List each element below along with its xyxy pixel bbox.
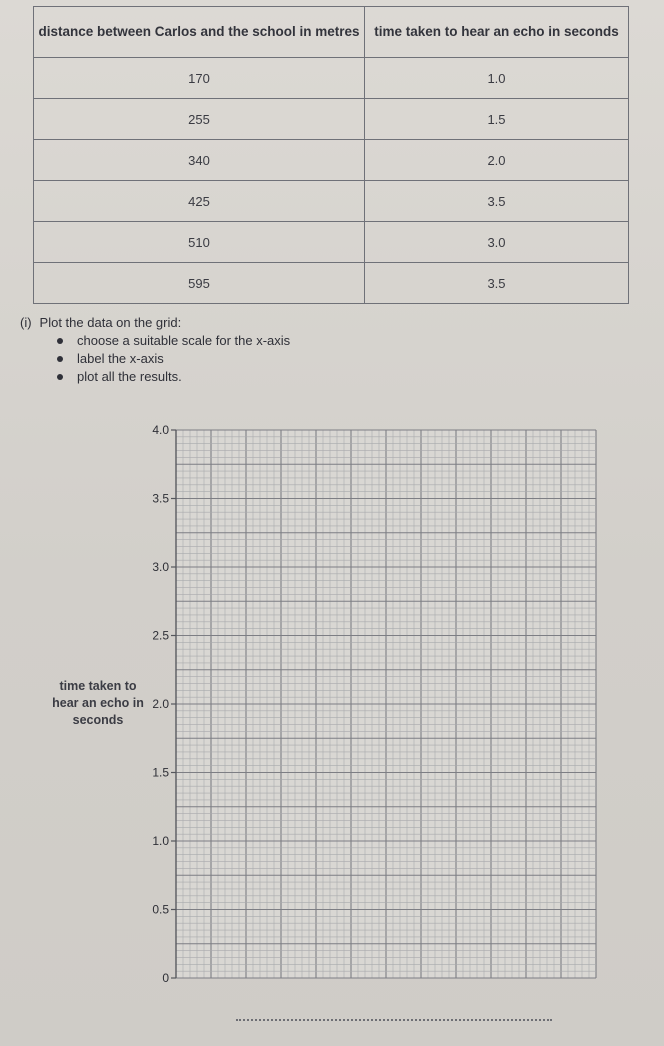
y-tick-label: 2.0 [152,697,169,711]
y-tick-label: 1.0 [152,834,169,848]
cell-distance: 425 [34,181,365,222]
cell-time: 3.5 [365,181,629,222]
y-tick-label: 3.5 [152,491,169,506]
cell-time: 2.0 [365,140,629,181]
y-tick-label: 2.5 [152,628,169,643]
y-tick-label: 4.0 [152,423,169,437]
y-tick-label: 3.0 [152,560,169,574]
graph-grid [176,430,596,978]
question-number: (i) [20,315,32,330]
cell-time: 1.5 [365,99,629,140]
header-distance: distance between Carlos and the school in metres [34,7,365,58]
question-text: Plot the data on the grid: [39,315,182,330]
y-axis [152,423,176,985]
cell-distance: 340 [34,140,365,181]
cell-distance: 510 [34,222,365,263]
instruction-text: choose a suitable scale for the x-axis [77,333,291,348]
cell-time: 3.5 [365,263,629,304]
y-axis-label: time taken to hear an echo in seconds [52,679,144,727]
y-tick-label: 1.5 [152,765,169,780]
cell-distance: 170 [34,58,365,99]
cell-distance: 255 [34,99,365,140]
instruction-text: label the x-axis [77,351,164,366]
header-time: time taken to hear an echo in seconds [365,7,629,58]
y-tick-label: 0.5 [152,902,169,917]
cell-time: 1.0 [365,58,629,99]
answer-line [236,1019,552,1021]
cell-time: 3.0 [365,222,629,263]
cell-distance: 595 [34,263,365,304]
y-tick-label: 0 [162,971,169,985]
instruction-text: plot all the results. [77,369,182,384]
